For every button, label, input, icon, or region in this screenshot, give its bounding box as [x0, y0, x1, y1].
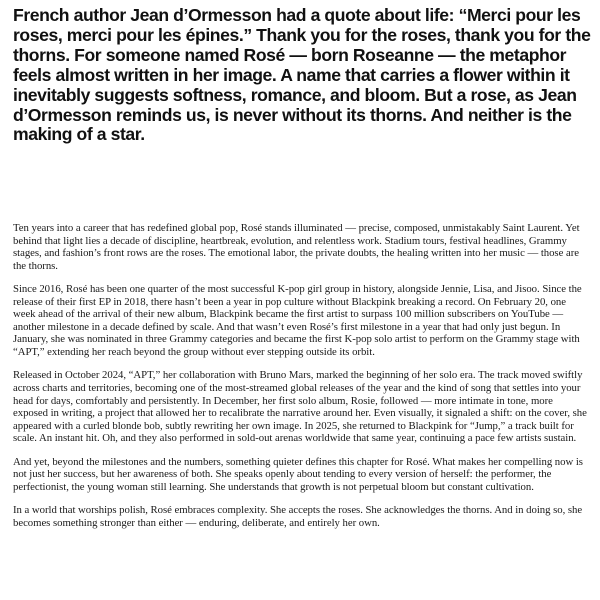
body-paragraph: In a world that worships polish, Rosé embraces complexity. She accepts the roses. She acknowledges the thorns. And in doing so, she becomes something stronger than either — enduring, deliberate, and entirely her own. — [13, 504, 583, 529]
body-paragraph: Ten years into a career that has redefined global pop, Rosé stands illuminated — precise, composed, unmistakably Saint Laurent. Yet behind that light lies a decade of discipline, heartbreak, evolution, and relentless work. Stadium tours, festival headlines, Grammy stages, and fashion’s front rows are the roses. The emotional labor, the private doubts, the healing written into her music — those are the thorns. — [13, 222, 580, 272]
article-lede: French author Jean d’Ormesson had a quote about life: “Merci pour les roses, merci pour les épines.” Thank you for the roses, thank you for the thorns. For someone named Rosé — born Roseanne — the metaphor feels almost written in her image. A name that carries a flower within it inevitably suggests softness, romance, and bloom. But a rose, as Jean d’Ormesson reminds us, is never without its thorns. And neither is the making of a star. — [13, 5, 591, 145]
body-paragraph: Released in October 2024, “APT,” her collaboration with Bruno Mars, marked the beginning of her solo era. The track moved swiftly across charts and territories, becoming one of the most-streamed global releases of the year and the kind of song that settles into your head for days, comfortably and persistently. In December, her first solo album, Rosie, followed — more intimate in tone, more exposed in writing, a project that allowed her to recalibrate the narrative around her. Even visually, it signaled a shift: on the cover, she appeared with a curled blonde bob, subtly rewriting her own image. In 2025, she returned to Blackpink for “Jump,” a track built for scale. An instant hit. Oh, and they also performed in sold-out arenas worldwide that same year, continuing a pace few artists sustain. — [13, 369, 587, 445]
body-paragraph: And yet, beyond the milestones and the numbers, something quieter defines this chapter for Rosé. What makes her compelling now is not just her success, but her awareness of both. She speaks openly about tending to every version of herself: the performer, the perfectionist, the young woman still learning. She understands that growth is not perpetual bloom but constant cultivation. — [13, 455, 583, 493]
body-paragraph: Since 2016, Rosé has been one quarter of the most successful K-pop girl group in history, alongside Jennie, Lisa, and Jisoo. Since the release of their first EP in 2018, there hasn’t been a year in pop culture without Blackpink breaking a record. On February 20, one week ahead of the arrival of their new album, Blackpink became the first artist to surpass 100 million subscribers on YouTube — another milestone in a decade defined by scale. And that wasn’t even Rosé’s first milestone in a year that had only just begun. In January, she was nominated in three Grammy categories and became the first K-pop solo artist to perform on the Grammy stage with “APT,” extending her reach beyond the group without ever stepping outside its orbit. — [13, 283, 582, 358]
article-body — [13, 222, 589, 540]
